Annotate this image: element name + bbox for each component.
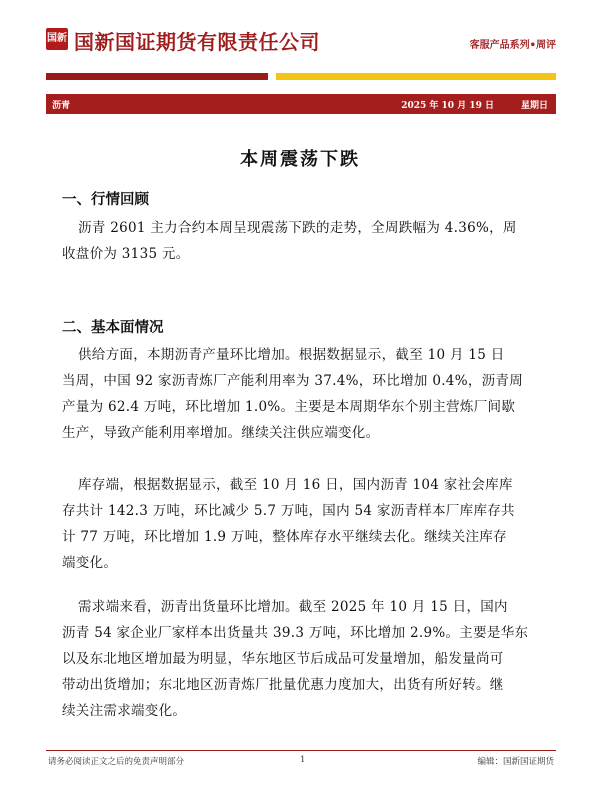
text-line: 需求端来看，沥青出货量环比增加。截至 2025 年 10 月 15 日，国内 xyxy=(78,599,508,615)
text-line: 收盘价为 3135 元。 xyxy=(62,246,190,262)
footer-disclaimer: 请务必阅读正文之后的免责声明部分 xyxy=(48,757,185,767)
footer-rule xyxy=(46,750,556,751)
paragraph-supply xyxy=(62,342,556,446)
text-line: 供给方面，本期沥青产量环比增加。根据数据显示，截至 10 月 15 日 xyxy=(78,347,505,363)
footer-editor: 编辑：国新国证期货 xyxy=(477,757,554,767)
text-line: 当周，中国 92 家沥青炼厂产能利用率为 37.4%，环比增加 0.4%，沥青周 xyxy=(62,373,524,389)
product-series: 客服产品系列•周评 xyxy=(469,40,556,51)
report-weekday: 星期日 xyxy=(520,101,548,111)
section-heading-market-review: 一、行情回顾 xyxy=(62,192,149,208)
paragraph-market-review xyxy=(62,215,556,267)
page-header xyxy=(46,26,556,58)
header-rule-red xyxy=(46,73,268,80)
report-date: 2025 年 10 月 19 日 xyxy=(401,101,494,111)
header-rule-yellow xyxy=(276,73,556,80)
text-line: 端变化。 xyxy=(62,555,118,571)
section-heading-fundamentals: 二、基本面情况 xyxy=(62,320,164,336)
info-band xyxy=(46,94,556,114)
text-line: 产量为 62.4 万吨，环比增加 1.0%。主要是本周期华东个别主营炼厂间歇 xyxy=(62,399,516,415)
product-label: 沥青 xyxy=(52,101,71,111)
text-line: 续关注需求端变化。 xyxy=(62,703,187,719)
text-line: 存共计 142.3 万吨，环比减少 5.7 万吨，国内 54 家沥青样本厂库库存共 xyxy=(62,503,515,519)
text-line: 沥青 2601 主力合约本周呈现震荡下跌的走势，全周跌幅为 4.36%，周 xyxy=(78,220,517,236)
report-title: 本周震荡下跌 xyxy=(240,149,360,170)
logo-text: 国新 xyxy=(47,33,67,44)
text-line: 沥青 54 家企业厂家样本出货量共 39.3 万吨，环比增加 2.9%。主要是华东 xyxy=(62,625,529,641)
company-name: 国新国证期货有限责任公司 xyxy=(74,30,320,54)
text-line: 生产，导致产能利用率增加。继续关注供应端变化。 xyxy=(62,425,380,441)
text-line: 计 77 万吨，环比增加 1.9 万吨，整体库存水平继续去化。继续关注库存 xyxy=(62,529,507,545)
text-line: 带动出货增加；东北地区沥青炼厂批量优惠力度加大，出货有所好转。继 xyxy=(62,677,504,693)
text-line: 以及东北地区增加最为明显，华东地区节后成品可发量增加，船发量尚可 xyxy=(62,651,504,667)
paragraph-inventory xyxy=(62,472,556,576)
paragraph-demand xyxy=(62,594,556,724)
company-logo xyxy=(46,28,68,50)
text-line: 库存端，根据数据显示，截至 10 月 16 日，国内沥青 104 家社会库库 xyxy=(78,477,513,493)
page-number: 1 xyxy=(300,755,306,765)
